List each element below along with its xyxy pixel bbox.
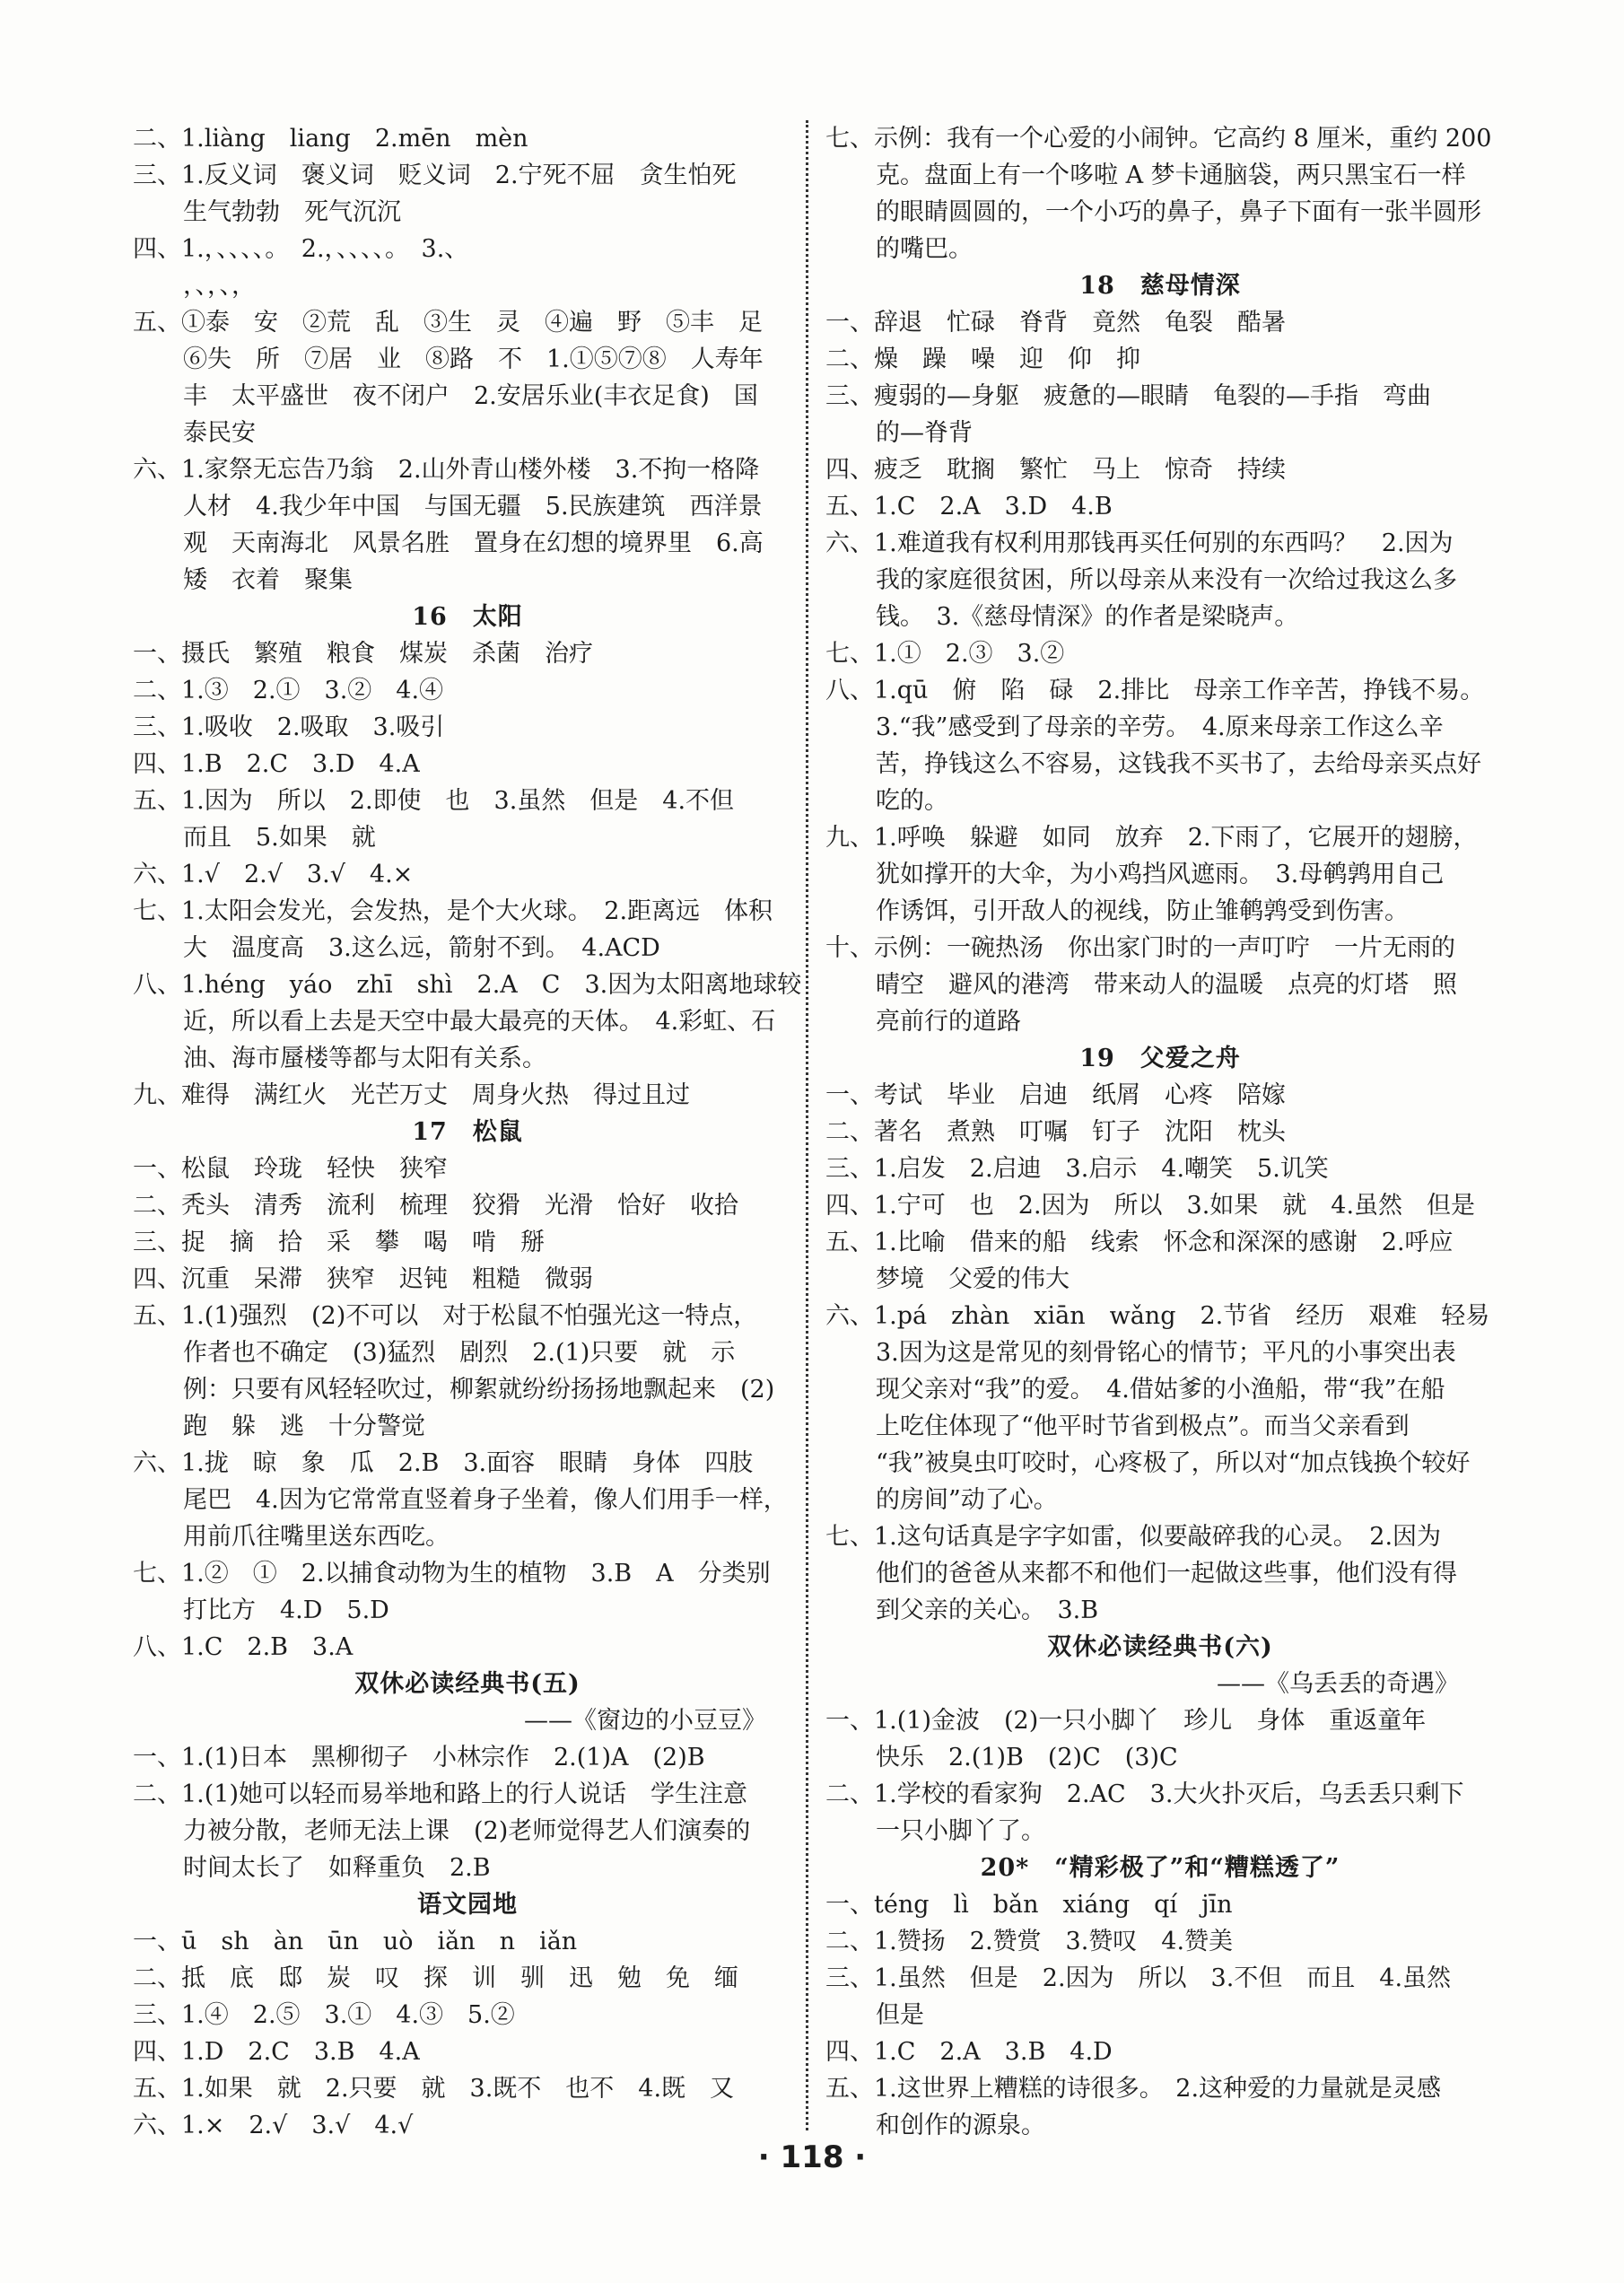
answer-line: 时间太长了 如释重负 2.B bbox=[183, 1854, 491, 1882]
answer-line: 一、1.(1)金波 (2)一只小脚丫 珍儿 身体 重返童年 bbox=[825, 1707, 1427, 1735]
answer-line: 他们的爸爸从来都不和他们一起做这些事，他们没有得 bbox=[876, 1560, 1457, 1588]
answer-line: “我”被臭虫叮咬时，心疼极了，所以对“加点钱换个较好 bbox=[876, 1449, 1471, 1477]
answer-line: 二、1.liàng liang 2.mēn mèn bbox=[133, 125, 528, 153]
section-heading: 语文园地 bbox=[417, 1891, 518, 1919]
answer-line: 七、示例：我有一个心爱的小闹钟。它高约 8 厘米，重约 200 bbox=[825, 125, 1492, 153]
answer-line: 力被分散，老师无法上课 (2)老师觉得艺人们演奏的 bbox=[183, 1817, 751, 1845]
answer-line: 一、téng lì bǎn xiáng qí jīn bbox=[825, 1891, 1233, 1919]
answer-line: 一、1.(1)日本 黑柳彻子 小林宗作 2.(1)A (2)B bbox=[133, 1744, 705, 1771]
answer-line: 四、疲乏 耽搁 繁忙 马上 惊奇 持续 bbox=[825, 456, 1286, 484]
answer-line: 二、1.③ 2.① 3.② 4.④ bbox=[133, 677, 444, 704]
answer-line: 六、1.pá zhàn xiān wǎng 2.节省 经历 艰难 轻易 bbox=[825, 1302, 1490, 1330]
answer-line: 四、1.，、、、、。 2.，、、、、。 3.、 bbox=[133, 235, 469, 263]
answer-line: 三、1.④ 2.⑤ 3.① 4.③ 5.② bbox=[133, 2001, 515, 2029]
answer-line: 上吃住体现了“他平时节省到极点”。而当父亲看到 bbox=[876, 1413, 1410, 1440]
section-heading: 19 父爱之舟 bbox=[1079, 1045, 1241, 1072]
answer-line: 六、1.× 2.√ 3.√ 4.√ bbox=[133, 2112, 414, 2139]
answer-line: 五、1.比喻 借来的船 线索 怀念和深深的感谢 2.呼应 bbox=[825, 1229, 1454, 1256]
answer-line: 三、瘦弱的—身躯 疲惫的—眼睛 龟裂的—手指 弯曲 bbox=[825, 382, 1431, 410]
answer-line: 的嘴巴。 bbox=[876, 235, 973, 263]
answer-line: 亮前行的道路 bbox=[876, 1008, 1021, 1036]
answer-line: 九、1.呼唤 躲避 如同 放弃 2.下雨了，它展开的翅膀， bbox=[825, 824, 1478, 852]
answer-line: 一、考试 毕业 启迪 纸屑 心疼 陪嫁 bbox=[825, 1081, 1286, 1109]
answer-line: 和创作的源泉。 bbox=[876, 2112, 1045, 2139]
answer-line: 二、1.(1)她可以轻而易举地和路上的行人说话 学生注意 bbox=[133, 1780, 748, 1808]
answer-line: 到父亲的关心。 3.B bbox=[876, 1596, 1099, 1624]
answer-line: 二、燥 躁 噪 迎 仰 抑 bbox=[825, 346, 1140, 373]
answer-line: 例：只要有风轻轻吹过，柳絮就纷纷扬扬地飘起来 (2) bbox=[183, 1376, 775, 1404]
answer-line: 二、秃头 清秀 流利 梳理 狡猾 光滑 恰好 收拾 bbox=[133, 1192, 738, 1220]
book-subtitle: ——《乌丢丢的奇遇》 bbox=[1217, 1670, 1459, 1698]
answer-line: 人材 4.我少年中国 与国无疆 5.民族建筑 西洋景 bbox=[183, 493, 763, 520]
section-heading: 双休必读经典书(六) bbox=[1047, 1633, 1273, 1661]
answer-line: 3.因为这是常见的刻骨铭心的情节；平凡的小事突出表 bbox=[876, 1339, 1456, 1367]
right-column bbox=[825, 120, 1495, 2144]
answer-line: 晴空 避风的港湾 带来动人的温暖 点亮的灯塔 照 bbox=[876, 971, 1457, 999]
answer-line: 矮 衣着 聚集 bbox=[183, 566, 353, 594]
answer-line: 六、1.家祭无忘告乃翁 2.山外青山楼外楼 3.不拘一格降 bbox=[133, 456, 760, 484]
answer-line: 三、捉 摘 拾 采 攀 喝 啃 掰 bbox=[133, 1229, 545, 1256]
answer-line: 一、松鼠 玲珑 轻快 狭窄 bbox=[133, 1155, 448, 1183]
answer-line: 四、沉重 呆滞 狭窄 迟钝 粗糙 微弱 bbox=[133, 1265, 593, 1293]
answer-line: 四、1.B 2.C 3.D 4.A bbox=[133, 750, 420, 778]
answer-line: 用前爪往嘴里送东西吃。 bbox=[183, 1523, 450, 1551]
answer-line: 作诱饵，引开敌人的视线，防止雏鹌鹑受到伤害。 bbox=[876, 897, 1409, 925]
answer-line: 苦，挣钱这么不容易，这钱我不买书了，去给母亲买点好 bbox=[876, 750, 1481, 778]
section-heading: 20* “精彩极了”和“糟糕透了” bbox=[980, 1854, 1340, 1882]
page-number: · 118 · bbox=[757, 2139, 867, 2175]
answer-line: 油、海市蜃楼等都与太阳有关系。 bbox=[183, 1045, 546, 1072]
answer-line: 梦境 父爱的伟大 bbox=[876, 1265, 1070, 1293]
column-divider bbox=[806, 120, 808, 2130]
answer-line: 快乐 2.(1)B (2)C (3)C bbox=[876, 1744, 1178, 1771]
answer-line: 三、1.虽然 但是 2.因为 所以 3.不但 而且 4.虽然 bbox=[825, 1964, 1452, 1992]
answer-line: 二、抵 底 邸 炭 叹 探 训 驯 迅 勉 免 缅 bbox=[133, 1964, 738, 1992]
answer-line: 七、1.这句话真是字字如雷，似要敲碎我的心灵。 2.因为 bbox=[825, 1523, 1442, 1551]
answer-line: 一、辞退 忙碌 脊背 竟然 龟裂 酷暑 bbox=[825, 309, 1286, 337]
answer-line: 的眼睛圆圆的，一个小巧的鼻子，鼻子下面有一张半圆形 bbox=[876, 198, 1481, 226]
answer-line: 十、示例：一碗热汤 你出家门时的一声叮咛 一片无雨的 bbox=[825, 934, 1455, 962]
answer-line: 大 温度高 3.这么远，箭射不到。 4.ACD bbox=[183, 934, 660, 962]
answer-line: 现父亲对“我”的爱。 4.借姑爹的小渔船，带“我”在船 bbox=[876, 1376, 1445, 1404]
answer-line: 八、1.héng yáo zhī shì 2.A C 3.因为太阳离地球较 bbox=[133, 971, 802, 999]
answer-line: 跑 躲 逃 十分警觉 bbox=[183, 1413, 425, 1440]
answer-line: 五、①泰 安 ②荒 乱 ③生 灵 ④遍 野 ⑤丰 足 bbox=[133, 309, 763, 337]
answer-line: 四、1.宁可 也 2.因为 所以 3.如果 就 4.虽然 但是 bbox=[825, 1192, 1476, 1220]
answer-line: 3.“我”感受到了母亲的辛劳。 4.原来母亲工作这么辛 bbox=[876, 713, 1444, 741]
section-heading: 17 松鼠 bbox=[412, 1118, 523, 1146]
section-heading: 16 太阳 bbox=[412, 603, 523, 631]
answer-line: 生气勃勃 死气沉沉 bbox=[183, 198, 401, 226]
answer-line: 六、1.拢 晾 象 瓜 2.B 3.面容 眼睛 身体 四肢 bbox=[133, 1449, 754, 1477]
answer-line: 的—脊背 bbox=[876, 419, 973, 447]
answer-line: ⑥失 所 ⑦居 业 ⑧路 不 1.①⑤⑦⑧ 人寿年 bbox=[183, 346, 764, 373]
answer-line: 但是 bbox=[876, 2001, 924, 2029]
answer-line: 我的家庭很贫困，所以母亲从来没有一次给过我这么多 bbox=[876, 566, 1457, 594]
answer-line: 八、1.C 2.B 3.A bbox=[133, 1633, 354, 1661]
answer-line: 吃的。 bbox=[876, 787, 948, 815]
answer-line: 观 天南海北 风景名胜 置身在幻想的境界里 6.高 bbox=[183, 529, 764, 557]
answer-line: 四、1.C 2.A 3.B 4.D bbox=[825, 2038, 1113, 2066]
answer-line: 五、1.C 2.A 3.D 4.B bbox=[825, 493, 1113, 520]
answer-line: 三、1.吸收 2.吸取 3.吸引 bbox=[133, 713, 445, 741]
answer-line: 一、摄氏 繁殖 粮食 煤炭 杀菌 治疗 bbox=[133, 640, 593, 668]
answer-line: 打比方 4.D 5.D bbox=[183, 1596, 389, 1624]
answer-line: 一只小脚丫了。 bbox=[876, 1817, 1045, 1845]
answer-line: 七、1.① 2.③ 3.② bbox=[825, 640, 1065, 668]
left-column bbox=[133, 120, 802, 2144]
answer-line: 五、1.这世界上糟糕的诗很多。 2.这种爱的力量就是灵感 bbox=[825, 2075, 1442, 2103]
answer-line: 三、1.启发 2.启迪 3.启示 4.嘲笑 5.讥笑 bbox=[825, 1155, 1329, 1183]
answer-line: 一、ū sh àn ūn uò iǎn n iǎn bbox=[133, 1928, 578, 1955]
answer-line: 作者也不确定 (3)猛烈 剧烈 2.(1)只要 就 示 bbox=[183, 1339, 736, 1367]
book-subtitle: ——《窗边的小豆豆》 bbox=[524, 1707, 766, 1735]
answer-line: 钱。 3.《慈母情深》的作者是梁晓声。 bbox=[876, 603, 1299, 631]
answer-line: 克。盘面上有一个哆啦 A 梦卡通脑袋，两只黑宝石一样 bbox=[876, 162, 1466, 189]
answer-line: 泰民安 bbox=[183, 419, 256, 447]
answer-line: 三、1.反义词 褒义词 贬义词 2.宁死不屈 贪生怕死 bbox=[133, 162, 737, 189]
answer-line: 八、1.qū 俯 陷 碌 2.排比 母亲工作辛苦，挣钱不易。 bbox=[825, 677, 1485, 704]
answer-line: 六、1.难道我有权利用那钱再买任何别的东西吗？ 2.因为 bbox=[825, 529, 1454, 557]
answer-line: 犹如撑开的大伞，为小鸡挡风遮雨。 3.母鹌鹑用自己 bbox=[876, 861, 1445, 888]
answer-line: 二、1.学校的看家狗 2.AC 3.大火扑灭后，乌丢丢只剩下 bbox=[825, 1780, 1464, 1808]
answer-line: 五、1.如果 就 2.只要 就 3.既不 也不 4.既 又 bbox=[133, 2075, 735, 2103]
answer-line: 丰 太平盛世 夜不闭户 2.安居乐业(丰衣足食) 国 bbox=[183, 382, 758, 410]
answer-line: 九、难得 满红火 光芒万丈 周身火热 得过且过 bbox=[133, 1081, 690, 1109]
answer-line: 二、著名 煮熟 叮嘱 钉子 沈阳 枕头 bbox=[825, 1118, 1286, 1146]
answer-line: 七、1.太阳会发光，会发热，是个大火球。 2.距离远 体积 bbox=[133, 897, 773, 925]
answer-line: 而且 5.如果 就 bbox=[183, 824, 376, 852]
answer-line: 六、1.√ 2.√ 3.√ 4.× bbox=[133, 861, 414, 888]
answer-line: 尾巴 4.因为它常常直竖着身子坐着，像人们用手一样， bbox=[183, 1486, 788, 1514]
answer-line: 的房间”动了心。 bbox=[876, 1486, 1058, 1514]
section-heading: 18 慈母情深 bbox=[1079, 272, 1241, 300]
answer-line: 七、1.② ① 2.以捕食动物为生的植物 3.B A 分类别 bbox=[133, 1560, 771, 1588]
answer-line: 五、1.因为 所以 2.即使 也 3.虽然 但是 4.不但 bbox=[133, 787, 735, 815]
answer-line: ，、，、， bbox=[183, 272, 256, 300]
answer-line: 四、1.D 2.C 3.B 4.A bbox=[133, 2038, 420, 2066]
answer-line: 二、1.赞扬 2.赞赏 3.赞叹 4.赞美 bbox=[825, 1928, 1234, 1955]
answer-line: 近，所以看上去是天空中最大最亮的天体。 4.彩虹、石 bbox=[183, 1008, 776, 1036]
section-heading: 双休必读经典书(五) bbox=[354, 1670, 581, 1698]
answer-line: 五、1.(1)强烈 (2)不可以 对于松鼠不怕强光这一特点， bbox=[133, 1302, 758, 1330]
